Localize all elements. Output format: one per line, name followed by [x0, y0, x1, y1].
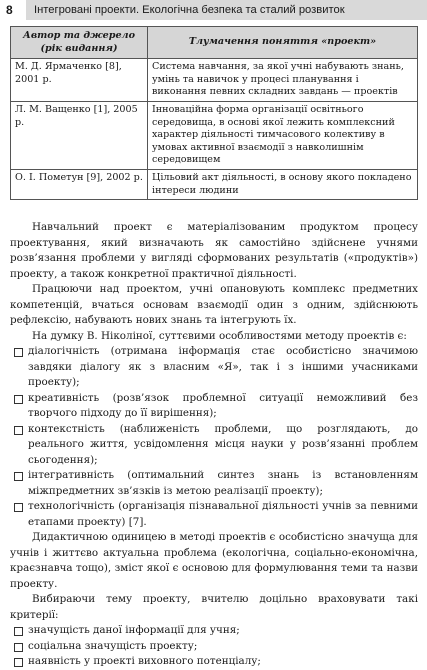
paragraph-didactic-unit: Дидактичною одиницею в методі проектів є особистісно значуща для учнів і життєво актуальна проблема (екологічна, соціально-економічна, краєзнавча тощо), зміст якої є основою для формулювання теми та назви проекту. [10, 531, 418, 590]
table-cell-definition: Система навчання, за якої учні набувають знань, умінь та навичок у процесі планування і виконання певних складних завдань — проектів [148, 59, 418, 102]
checkbox-bullet-icon [14, 348, 23, 357]
paragraph-features-intro: На думку В. Ніколіної, суттєвими особливостями методу проектів є: [32, 329, 407, 342]
criteria-list [10, 623, 418, 670]
checkbox-bullet-icon [14, 658, 23, 667]
list-item: інтегративність (оптимальний синтез знань із встановленням міжпредметних зв’язків із метою реалізації проекту); [10, 468, 418, 499]
list-item: технологічність (організація пізнавальної діяльності учнів за певними етапами проекту) [7]. [10, 499, 418, 530]
table-row [11, 169, 418, 199]
running-title: Інтегровані проекти. Екологічна безпека та сталий розвиток [26, 0, 427, 20]
list-item: наявність у проекті виховного потенціалу; [10, 654, 418, 670]
paragraph-competencies: Працюючи над проектом, учні опановують комплекс предметних компетенцій, вчаться основам взаємодії один з одним, здійснюють рефлексію, набувають нових знань та інтегрують їх. [10, 283, 418, 326]
list-item: соціальна значущість проекту; [10, 639, 418, 655]
list-item: значущість даної інформації для учня; [10, 623, 418, 639]
checkbox-bullet-icon [14, 472, 23, 481]
table-cell-definition: Цільовий акт діяльності, в основу якого покладено інтереси людини [148, 169, 418, 199]
checkbox-bullet-icon [14, 627, 23, 636]
checkbox-bullet-icon [14, 643, 23, 652]
features-list [10, 344, 418, 530]
body-text [10, 220, 418, 670]
column-header-definition: Тлумачення поняття «проект» [148, 27, 418, 59]
checkbox-bullet-icon [14, 503, 23, 512]
checkbox-bullet-icon [14, 426, 23, 435]
table-row [11, 101, 418, 169]
table-cell-definition: Інноваційна форма організації освітнього середовища, в основі якої лежить комплексний характер діяльності тимчасового колективу в умовах активної взаємодії з навколишнім середовищем [148, 101, 418, 169]
table-cell-author: О. І. Пометун [9], 2002 р. [11, 169, 148, 199]
paragraph-criteria-intro: Вибираючи тему проекту, вчителю доцільно враховувати такі критерії: [10, 593, 418, 621]
table-row [11, 59, 418, 102]
list-item: діалогічність (отримана інформація стає особистісно значимою завдяки діалогу як з власним «Я», так і з іншими учасниками проекту); [10, 344, 418, 391]
table-cell-author: М. Д. Ярмаченко [8], 2001 р. [11, 59, 148, 102]
list-item: контекстність (наближеність проблеми, що розглядають, до реального життя, усвідомлення місця науки у розв’язанні проблем сьогодення); [10, 422, 418, 469]
list-item: креативність (розв’язок проблемної ситуації неможливий без творчого підходу до її вирішення); [10, 391, 418, 422]
paragraph-educational-project: Навчальний проект є матеріалізованим продуктом процесу проектування, який визначають як самостійно здійснене учнями розв’язання проблеми у вигляді сформованих результатів («продуктів») проекту, а також конкретної практичної діяльності. [10, 221, 418, 280]
table-header-row [11, 27, 418, 59]
page-number: 8 [6, 3, 13, 17]
table-cell-author: Л. М. Ващенко [1], 2005 р. [11, 101, 148, 169]
checkbox-bullet-icon [14, 395, 23, 404]
column-header-author: Автор та джерело (рік видання) [11, 27, 148, 59]
definitions-table [10, 26, 418, 200]
page-header [0, 0, 427, 20]
